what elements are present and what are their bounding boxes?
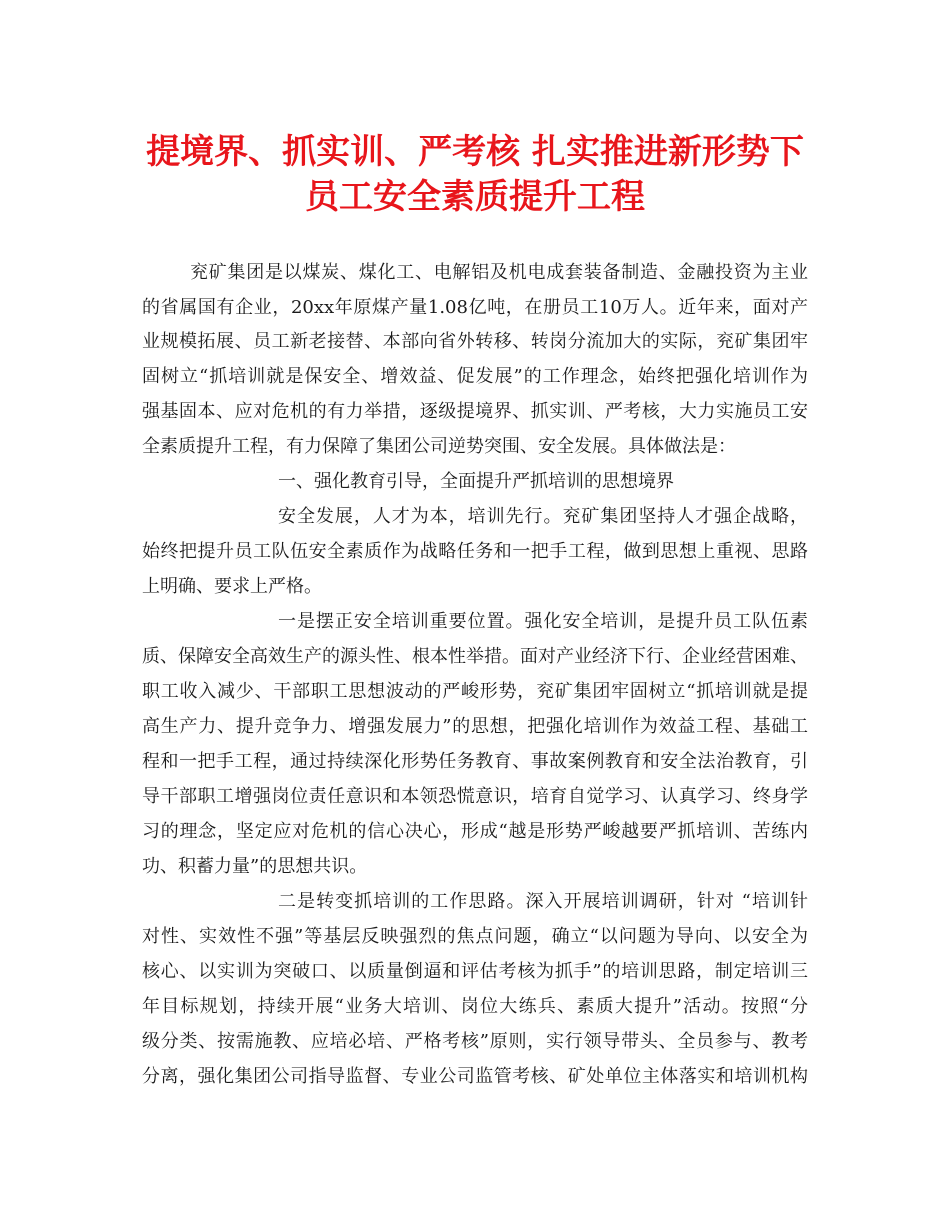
body-line: 对性、实效性不强”等基层反映强烈的焦点问题，确立“以问题为导向、以安全为 [142, 926, 808, 947]
body-line: 程和一把手工程，通过持续深化形势任务教育、事故案例教育和安全法治教育，引 [142, 751, 808, 772]
body-line: 导干部职工增强岗位责任意识和本领恐慌意识，培育自觉学习、认真学习、终身学 [142, 786, 808, 807]
body-line: 固树立“抓培训就是保安全、增效益、促发展”的工作理念，始终把强化培训作为 [142, 366, 808, 387]
body-line: 年目标规划，持续开展“业务大培训、岗位大练兵、素质大提升”活动。按照“分 [142, 996, 808, 1017]
body-line: 始终把提升员工队伍安全素质作为战略任务和一把手工程，做到思想上重视、思路 [142, 541, 808, 562]
body-line: 安全发展，人才为本，培训先行。兖矿集团坚持人才强企战略， [278, 506, 808, 527]
body-line: 核心、以实训为突破口、以质量倒逼和评估考核为抓手”的培训思路，制定培训三 [142, 961, 808, 982]
body-line: 的省属国有企业，20xx年原煤产量1.08亿吨，在册员工10万人。近年来，面对产 [142, 297, 808, 318]
section-heading: 一、强化教育引导，全面提升严抓培训的思想境界 [278, 471, 674, 492]
body-line: 二是转变抓培训的工作思路。深入开展培训调研，针对 “培训针 [278, 891, 808, 912]
body-line: 习的理念，坚定应对危机的信心决心，形成“越是形势严峻越要严抓培训、苦练内 [142, 821, 808, 842]
body-line: 质、保障安全高效生产的源头性、根本性举措。面对产业经济下行、企业经营困难、 [142, 646, 808, 667]
body-line: 业规模拓展、员工新老接替、本部向省外转移、转岗分流加大的实际，兖矿集团牢 [142, 331, 808, 352]
body-line: 一是摆正安全培训重要位置。强化安全培训，是提升员工队伍素 [278, 611, 808, 632]
body-line: 全素质提升工程，有力保障了集团公司逆势突围、安全发展。具体做法是： [142, 436, 736, 457]
body-line: 高生产力、提升竞争力、增强发展力”的思想，把强化培训作为效益工程、基础工 [142, 716, 808, 737]
document-title-line-2: 员工安全素质提升工程 [305, 177, 645, 217]
body-line: 功、积蓄力量”的思想共识。 [142, 856, 368, 877]
body-line: 分离，强化集团公司指导监督、专业公司监管考核、矿处单位主体落实和培训机构 [142, 1066, 808, 1087]
body-line: 上明确、要求上严格。 [142, 576, 322, 597]
document-title-line-1: 提境界、抓实训、严考核 扎实推进新形势下 [146, 132, 804, 172]
body-line: 级分类、按需施教、应培必培、严格考核”原则，实行领导带头、全员参与、教考 [142, 1031, 808, 1052]
body-line: 兖矿集团是以煤炭、煤化工、电解铝及机电成套装备制造、金融投资为主业 [190, 262, 808, 283]
body-line: 强基固本、应对危机的有力举措，逐级提境界、抓实训、严考核，大力实施员工安 [142, 401, 808, 422]
body-line: 职工收入减少、干部职工思想波动的严峻形势，兖矿集团牢固树立“抓培训就是提 [142, 681, 808, 702]
